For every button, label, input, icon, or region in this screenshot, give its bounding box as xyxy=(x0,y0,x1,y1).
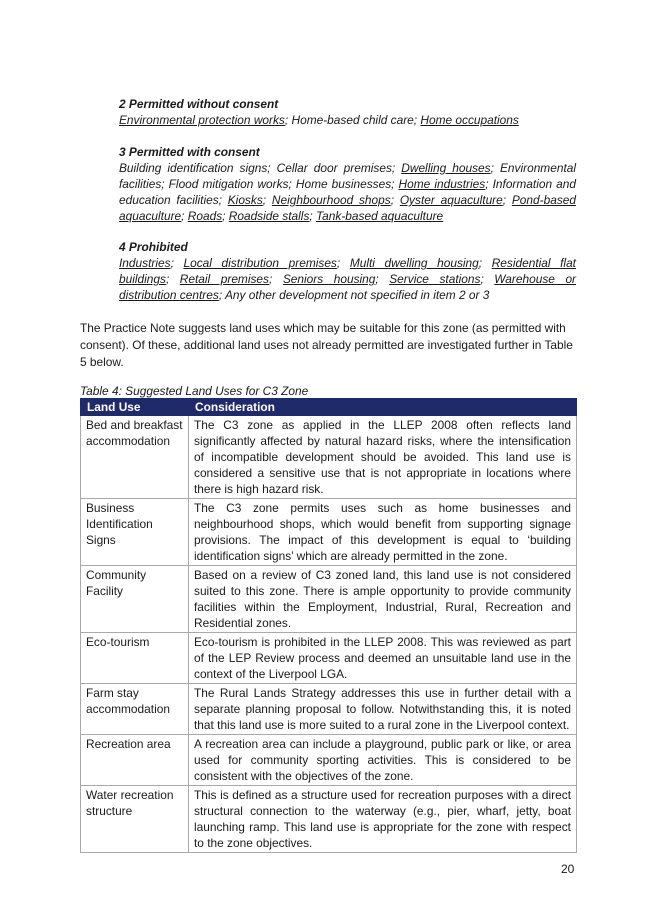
section-body xyxy=(119,255,576,303)
section-heading: 3 Permitted with consent xyxy=(119,145,260,159)
separator-text: ; xyxy=(181,209,188,223)
land-use-cell: Bed and breakfast accommodation xyxy=(81,416,189,499)
land-use-term: Residential flat buildings xyxy=(119,256,576,286)
separator-text: ; xyxy=(478,256,492,270)
separator-text: ; xyxy=(309,209,316,223)
table-row xyxy=(81,684,577,735)
land-use-term: Roadside stalls xyxy=(228,209,310,223)
consideration-cell: The Rural Lands Strategy addresses this use in further detail with a separate planning proposal to follow. Notwithstanding this, it is noted that this land use is more suited to a rural zone in the Liverpool context. xyxy=(189,684,577,735)
section-heading: 2 Permitted without consent xyxy=(119,97,279,111)
land-use-term: Environmental protection works xyxy=(119,113,285,127)
separator-text: ; xyxy=(269,272,283,286)
separator-text: ; xyxy=(222,209,229,223)
land-use-cell: Farm stay accommodation xyxy=(81,684,189,735)
intro-paragraph: The Practice Note suggests land uses which may be suitable for this zone (as permitted with consent). Of these, additional land uses not already permitted are investigated further in Table 5 below. xyxy=(80,321,573,369)
page-number: 20 xyxy=(561,862,575,876)
table-row xyxy=(81,566,577,633)
separator-text: ; xyxy=(262,193,272,207)
land-use-table xyxy=(80,398,577,853)
separator-text: ; Any other development not specified in item 2 or 3 xyxy=(218,288,490,302)
land-use-term: Pond-based aquaculture xyxy=(119,193,576,223)
consideration-cell: This is defined as a structure used for recreation purposes with a direct structural connection to the waterway (e.g., pier, wharf, jetty, boat launching ramp. This land use is appropriate for the zone with respect to the zone objectives. xyxy=(189,786,577,853)
land-use-term: Service stations xyxy=(389,272,481,286)
land-use-cell: Community Facility xyxy=(81,566,189,633)
land-use-term: Multi dwelling housing xyxy=(349,256,479,270)
land-use-term: Warehouse or distribution centres xyxy=(119,272,577,302)
land-use-term: Retail premises xyxy=(179,272,269,286)
land-use-cell: Eco-tourism xyxy=(81,633,189,684)
separator-text: ; Environmental facilities; Flood mitigation works; Home businesses; xyxy=(119,161,576,191)
separator-text: ; Home-based child care; xyxy=(284,113,421,127)
table-caption: Table 4: Suggested Land Uses for C3 Zone xyxy=(80,384,309,398)
section-body xyxy=(119,160,576,224)
land-use-term: Dwelling houses xyxy=(401,161,491,175)
table-row xyxy=(81,499,577,566)
land-use-term: Neighbourhood shops xyxy=(271,193,391,207)
table-row xyxy=(81,633,577,684)
consideration-cell: Eco-tourism is prohibited in the LLEP 2008. This was reviewed as part of the LEP Review process and deemed an unsuitable land use in the context of the Liverpool LGA. xyxy=(189,633,577,684)
separator-text: ; xyxy=(375,272,390,286)
section-heading: 4 Prohibited xyxy=(119,240,188,254)
section-body xyxy=(119,112,576,128)
land-use-cell: Business Identification Signs xyxy=(81,499,189,566)
separator-text: ; Information and education facilities; xyxy=(119,177,576,207)
section-permitted-without-consent xyxy=(119,96,576,128)
separator-text: Building identification signs; Cellar door premises; xyxy=(119,161,402,175)
separator-text: ; xyxy=(480,272,495,286)
consideration-cell: The C3 zone permits uses such as home businesses and neighbourhood shops, which would benefit from supporting signage provisions. The impact of this development is equal to ‘building identification signs’ which are already permitted in the zone. xyxy=(189,499,577,566)
separator-text: ; xyxy=(390,193,400,207)
consideration-cell: Based on a review of C3 zoned land, this land use is not considered suited to this zone. There is ample opportunity to provide community facilities within the Employment, Industrial, Rural, Recreation and Residential zones. xyxy=(189,566,577,633)
land-use-term: Kiosks xyxy=(227,193,263,207)
table-row xyxy=(81,735,577,786)
land-use-term: Tank-based aquaculture xyxy=(316,209,444,223)
table-row xyxy=(81,786,577,853)
land-use-term: Roads xyxy=(187,209,223,223)
header-land-use: Land Use xyxy=(81,399,189,416)
consideration-cell: A recreation area can include a playground, public park or like, or area used for community sporting activities. This is considered to be consistent with the objectives of the zone. xyxy=(189,735,577,786)
table-header-row xyxy=(81,399,577,416)
land-use-cell: Recreation area xyxy=(81,735,189,786)
land-use-term: Industries xyxy=(119,256,171,270)
header-consideration: Consideration xyxy=(189,399,577,416)
section-prohibited xyxy=(119,239,576,303)
table-row xyxy=(81,416,577,499)
land-use-term: Local distribution premises xyxy=(183,256,337,270)
consideration-cell: The C3 zone as applied in the LLEP 2008 often reflects land significantly affected by natural hazard risks, where the intensification of incompatible development should be avoided. This land use is considered a sensitive use that is not appropriate in locations where there is high hazard risk. xyxy=(189,416,577,499)
land-use-term: Oyster aquaculture xyxy=(399,193,503,207)
separator-text: ; xyxy=(336,256,350,270)
section-permitted-with-consent xyxy=(119,144,576,224)
land-use-term: Seniors housing xyxy=(282,272,376,286)
land-use-term: Home occupations xyxy=(420,113,519,127)
separator-text: ; xyxy=(165,272,180,286)
land-use-term: Home industries xyxy=(398,177,486,191)
separator-text: ; xyxy=(170,256,184,270)
land-use-cell: Water recreation structure xyxy=(81,786,189,853)
separator-text: ; xyxy=(502,193,512,207)
